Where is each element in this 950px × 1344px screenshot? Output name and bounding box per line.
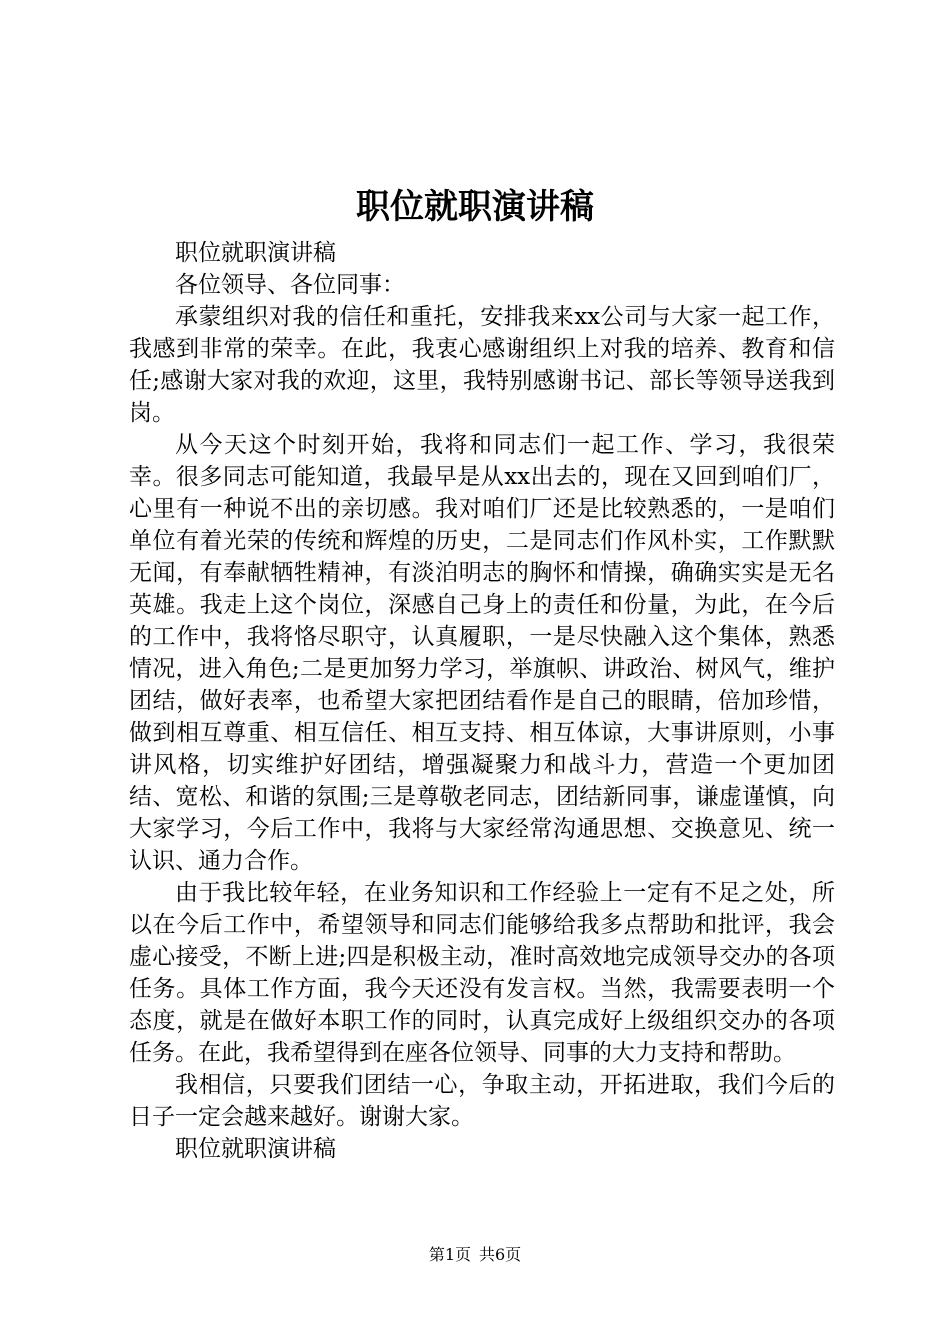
paragraph-closing-title: 职位就职演讲稿 bbox=[175, 1136, 336, 1162]
paragraph: 承蒙组织对我的信任和重托，安排我来xx公司与大家一起工作，我感到非常的荣幸。在此，我衷心感谢组织上对我的培养、教育和信任;感谢大家对我的欢迎，这里，我特别感谢书记、部长等领导送我到岗。 bbox=[129, 304, 835, 426]
page-number-total: 共6页 bbox=[479, 1245, 522, 1264]
paragraph: 从今天这个时刻开始，我将和同志们一起工作、学习，我很荣幸。很多同志可能知道，我最早是从xx出去的，现在又回到咱们厂，心里有一种说不出的亲切感。我对咱们厂还是比较熟悉的，一是咱们单位有着光荣的传统和辉煌的历史，二是同志们作风朴实，工作默默无闻，有奉献牺牲精神，有淡泊明志的胸怀和情操，确确实实是无名英雄。我走上这个岗位，深感自己身上的责任和份量，为此，在今后的工作中，我将恪尽职守，认真履职，一是尽快融入这个集体，熟悉情况，进入角色;二是更加努力学习，举旗帜、讲政治、树风气，维护团结，做好表率，也希望大家把团结看作是自己的眼睛，倍加珍惜，做到相互尊重、相互信任、相互支持、相互体谅，大事讲原则，小事讲风格，切实维护好团结，增强凝聚力和战斗力，营造一个更加团结、宽松、和谐的氛围;三是尊敬老同志，团结新同事，谦虚谨慎，向大家学习，今后工作中，我将与大家经常沟通思想、交换意见、统一认识、通力合作。 bbox=[129, 432, 835, 874]
paragraph: 我相信，只要我们团结一心，争取主动，开拓进取，我们今后的日子一定会越来越好。谢谢大家。 bbox=[129, 1072, 835, 1130]
paragraph-heading-repeat: 职位就职演讲稿 bbox=[175, 240, 336, 266]
page-footer bbox=[0, 1244, 950, 1266]
paragraph-salutation: 各位领导、各位同事： bbox=[175, 272, 405, 298]
document-title: 职位就职演讲稿 bbox=[356, 187, 594, 227]
document-body bbox=[129, 237, 835, 1165]
paragraph: 由于我比较年轻，在业务知识和工作经验上一定有不足之处，所以在今后工作中，希望领导和同志们能够给我多点帮助和批评，我会虚心接受，不断上进;四是积极主动，准时高效地完成领导交办的各项任务。具体工作方面，我今天还没有发言权。当然，我需要表明一个态度，就是在做好本职工作的同时，认真完成好上级组织交办的各项任务。在此，我希望得到在座各位领导、同事的大力支持和帮助。 bbox=[129, 880, 835, 1066]
page-number-current: 第1页 bbox=[428, 1245, 471, 1264]
